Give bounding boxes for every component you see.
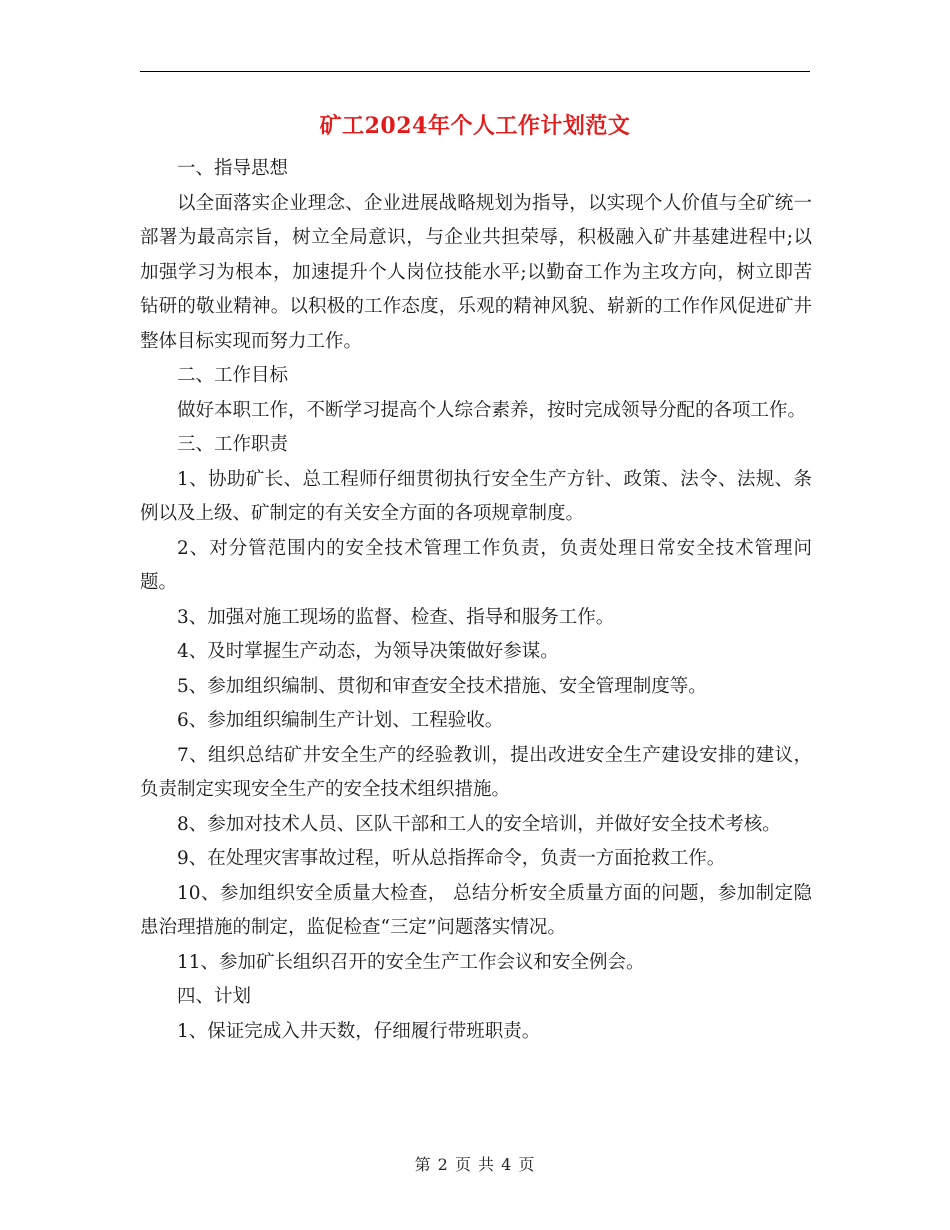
- section-heading: 二、工作目标: [177, 365, 289, 386]
- list-item: 5、参加组织编制、贯彻和审查安全技术措施、安全管理制度等。: [177, 675, 707, 697]
- list-item: 2、对分管范围内的安全技术管理工作负责，负责处理日常安全技术管理问题。: [140, 537, 812, 593]
- list-item: 4、及时掌握生产动态，为领导决策做好参谋。: [177, 641, 559, 662]
- list-item: 6、参加组织编制生产计划、工程验收。: [177, 710, 504, 731]
- document-title: 矿工2024年个人工作计划范文: [319, 113, 631, 139]
- section-heading: 三、工作职责: [177, 434, 289, 455]
- list-item: 11、参加矿长组织召开的安全生产工作会议和安全例会。: [177, 951, 645, 973]
- list-item: 7、组织总结矿井安全生产的经验教训，提出改进安全生产建设安排的建议，负责制定实现安全生产的安全技术组织措施。: [140, 744, 812, 800]
- list-item: 10、参加组织安全质量大检查， 总结分析安全质量方面的问题，参加制定隐患治理措施的制定，监促检查“三定”问题落实情况。: [140, 882, 812, 938]
- list-item: 1、保证完成入井天数，仔细履行带班职责。: [177, 1020, 541, 1042]
- list-item: 1、协助矿长、总工程师仔细贯彻执行安全生产方针、政策、法令、法规、条例以及上级、矿制定的有关安全方面的各项规章制度。: [140, 468, 812, 524]
- header-rule: [140, 71, 810, 72]
- body-paragraph: 以全面落实企业理念、企业进展战略规划为指导，以实现个人价值与全矿统一部署为最高宗旨，树立全局意识，与企业共担荣辱，积极融入矿井基建进程中;以加强学习为根本，加速提升个人岗位技能水平;以勤奋工作为主攻方向，树立即苦钻研的敬业精神。以积极的工作态度，乐观的精神风貌、崭新的工作作风促进矿井整体目标实现而努力工作。: [140, 192, 812, 352]
- section-heading: 四、计划: [177, 986, 252, 1007]
- body-paragraph: 做好本职工作，不断学习提高个人综合素养，按时完成领导分配的各项工作。: [177, 399, 807, 421]
- list-item: 3、加强对施工现场的监督、检查、指导和服务工作。: [177, 606, 615, 628]
- section-heading: 一、指导思想: [177, 158, 289, 179]
- list-item: 8、参加对技术人员、区队干部和工人的安全培训，并做好安全技术考核。: [177, 813, 781, 835]
- list-item: 9、在处理灾害事故过程，听从总指挥命令，负责一方面抢救工作。: [177, 848, 726, 869]
- page-number: 第 2 页 共 4 页: [414, 1155, 536, 1174]
- document-body: [140, 152, 812, 1049]
